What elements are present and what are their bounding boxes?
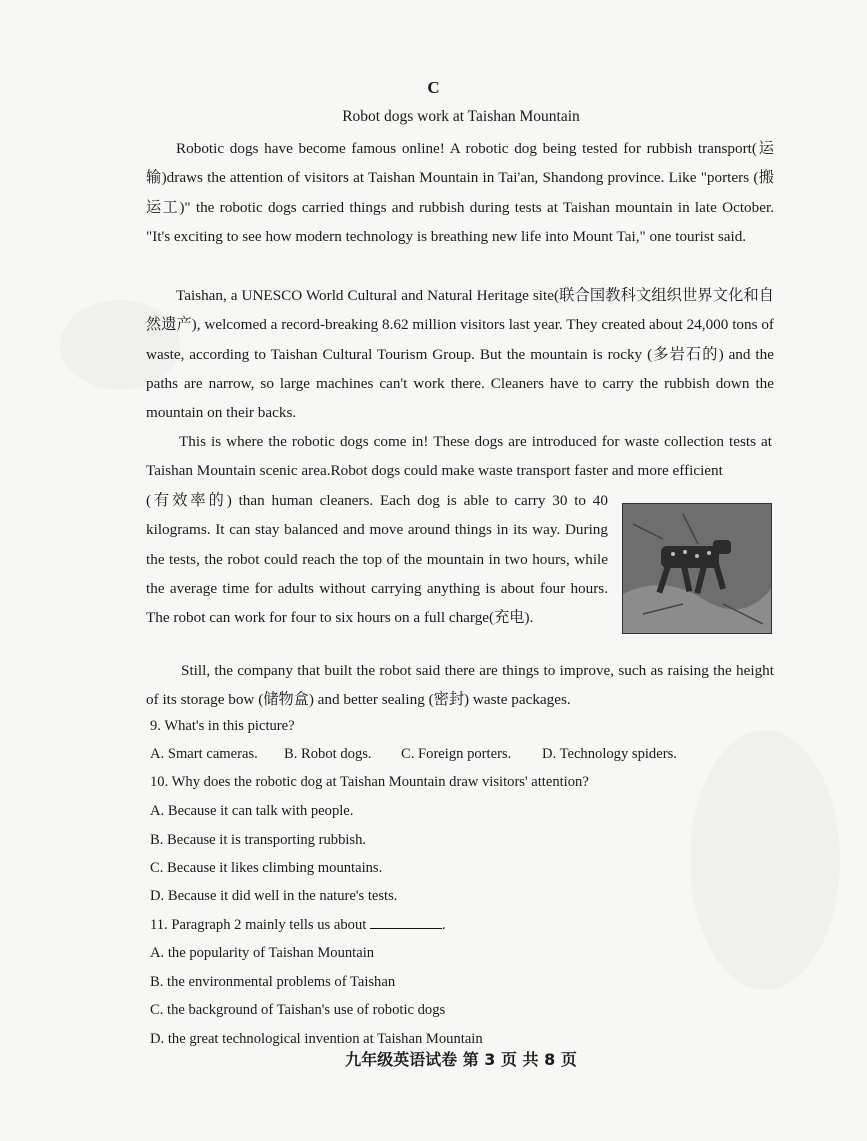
scan-smudge	[690, 730, 840, 990]
page-footer: 九年级英语试卷 第 3 页 共 8 页	[345, 1050, 577, 1069]
q11-option-d[interactable]: D. the great technological invention at Taishan Mountain	[150, 1031, 483, 1047]
q11-stem-text: 11. Paragraph 2 mainly tells us about	[150, 917, 367, 933]
answer-blank[interactable]	[370, 918, 442, 929]
q11-option-b[interactable]: B. the environmental problems of Taishan	[150, 974, 396, 990]
q9-option-d[interactable]: D. Technology spiders.	[542, 746, 677, 762]
question-10-stem: 10. Why does the robotic dog at Taishan Mountain draw visitors' attention?	[150, 774, 589, 790]
question-11-stem: 11. Paragraph 2 mainly tells us about .	[150, 917, 446, 933]
q10-option-c[interactable]: C. Because it likes climbing mountains.	[150, 860, 383, 876]
robot-dog-icon	[623, 504, 771, 633]
q9-option-b[interactable]: B. Robot dogs.	[284, 746, 372, 762]
q10-option-d[interactable]: D. Because it did well in the nature's tests.	[150, 888, 398, 904]
question-9-options	[150, 746, 677, 763]
q10-option-a[interactable]: A. Because it can talk with people.	[150, 803, 354, 819]
paragraph-2: Taishan, a UNESCO World Cultural and Natural Heritage site(联合国教科文组织世界文化和自然遗产), welcomed a record-breaking 8.62 million visitors last year. They created about 24,000 tons of waste, according to Taishan Cultural Tourism Group. But the mountain is rocky (多岩石的) and the paths are narrow, so large machines can't work there. Cleaners have to carry the rubbish down the mountain on their backs.	[146, 287, 774, 422]
question-9-stem: 9. What's in this picture?	[150, 718, 295, 734]
q9-option-c[interactable]: C. Foreign porters.	[401, 746, 512, 762]
paragraph-1: Robotic dogs have become famous online! A robotic dog being tested for rubbish transport(运输)draws the attention of visitors at Taishan Mountain in Tai'an, Shandong province. Like "porters (搬运工)" the robotic dogs carried things and rubbish during tests at Taishan mountain in late October. "It's exciting to see how modern technology is breathing new life into Mount Tai," one tourist said.	[146, 140, 774, 245]
q11-option-a[interactable]: A. the popularity of Taishan Mountain	[150, 945, 375, 961]
q9-option-a[interactable]: A. Smart cameras.	[150, 746, 258, 762]
paragraph-3-continued: (有效率的) than human cleaners. Each dog is able to carry 30 to 40 kilograms. It can stay balanced and move around things in its way. During the tests, the robot could reach the top of the mountain in two hours, while the average time for adults without carrying anything is about four hours. The robot can work for four to six hours on a full charge(充电).	[146, 492, 608, 627]
passage-title: Robot dogs work at Taishan Mountain	[342, 108, 580, 125]
q10-option-b[interactable]: B. Because it is transporting rubbish.	[150, 832, 367, 848]
paragraph-3: This is where the robotic dogs come in! These dogs are introduced for waste collection tests at Taishan Mountain scenic area.Robot dogs could make waste transport faster and more efficient	[146, 433, 772, 480]
section-letter: C	[427, 78, 440, 97]
paragraph-4: Still, the company that built the robot said there are things to improve, such as raising the height of its storage bow (储物盒) and better sealing (密封) waste packages.	[146, 662, 774, 709]
robot-dog-photo	[622, 503, 772, 634]
q11-option-c[interactable]: C. the background of Taishan's use of robotic dogs	[150, 1002, 446, 1018]
